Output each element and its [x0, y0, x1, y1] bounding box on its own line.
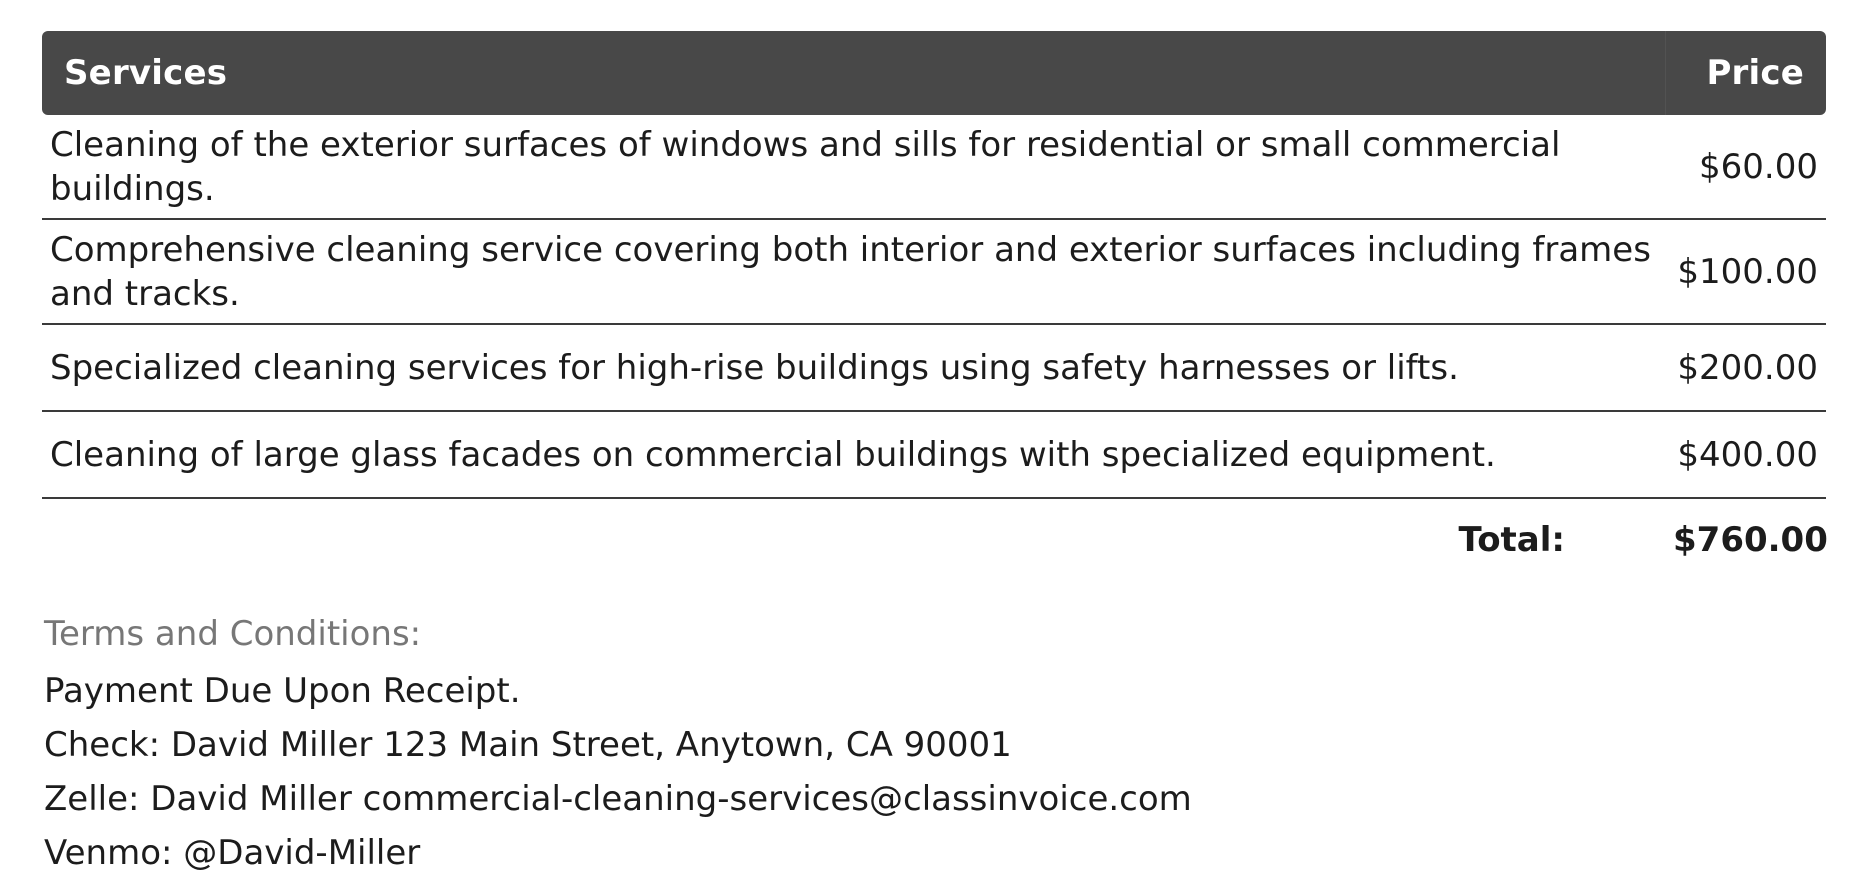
table-header-row	[42, 31, 1826, 115]
terms-section	[44, 612, 1744, 880]
table-row	[42, 324, 1826, 411]
table-row	[42, 219, 1826, 324]
services-table	[42, 31, 1826, 581]
service-price: $400.00	[1665, 411, 1826, 498]
service-description: Comprehensive cleaning service covering both interior and exterior surfaces including frames and tracks.	[42, 219, 1665, 324]
price-column-header: Price	[1665, 31, 1826, 115]
terms-title: Terms and Conditions:	[44, 614, 422, 654]
table-row	[42, 115, 1826, 219]
total-row	[42, 498, 1826, 581]
payment-terms: Payment Due Upon Receipt.	[44, 671, 521, 711]
total-label: Total:	[1458, 520, 1565, 560]
service-description: Specialized cleaning services for high-rise buildings using safety harnesses or lifts.	[42, 324, 1665, 411]
service-price: $200.00	[1665, 324, 1826, 411]
services-column-header: Services	[42, 31, 1665, 115]
check-payment-info: Check: David Miller 123 Main Street, Anytown, CA 90001	[44, 725, 1012, 765]
service-price: $100.00	[1665, 219, 1826, 324]
total-value: $760.00	[1673, 520, 1828, 560]
zelle-payment-info: Zelle: David Miller commercial-cleaning-services@classinvoice.com	[44, 779, 1192, 819]
service-description: Cleaning of the exterior surfaces of windows and sills for residential or small commercial buildings.	[42, 115, 1665, 219]
table-row	[42, 411, 1826, 498]
service-price: $60.00	[1665, 115, 1826, 219]
venmo-payment-info: Venmo: @David-Miller	[44, 833, 421, 873]
service-description: Cleaning of large glass facades on commercial buildings with specialized equipment.	[42, 411, 1665, 498]
